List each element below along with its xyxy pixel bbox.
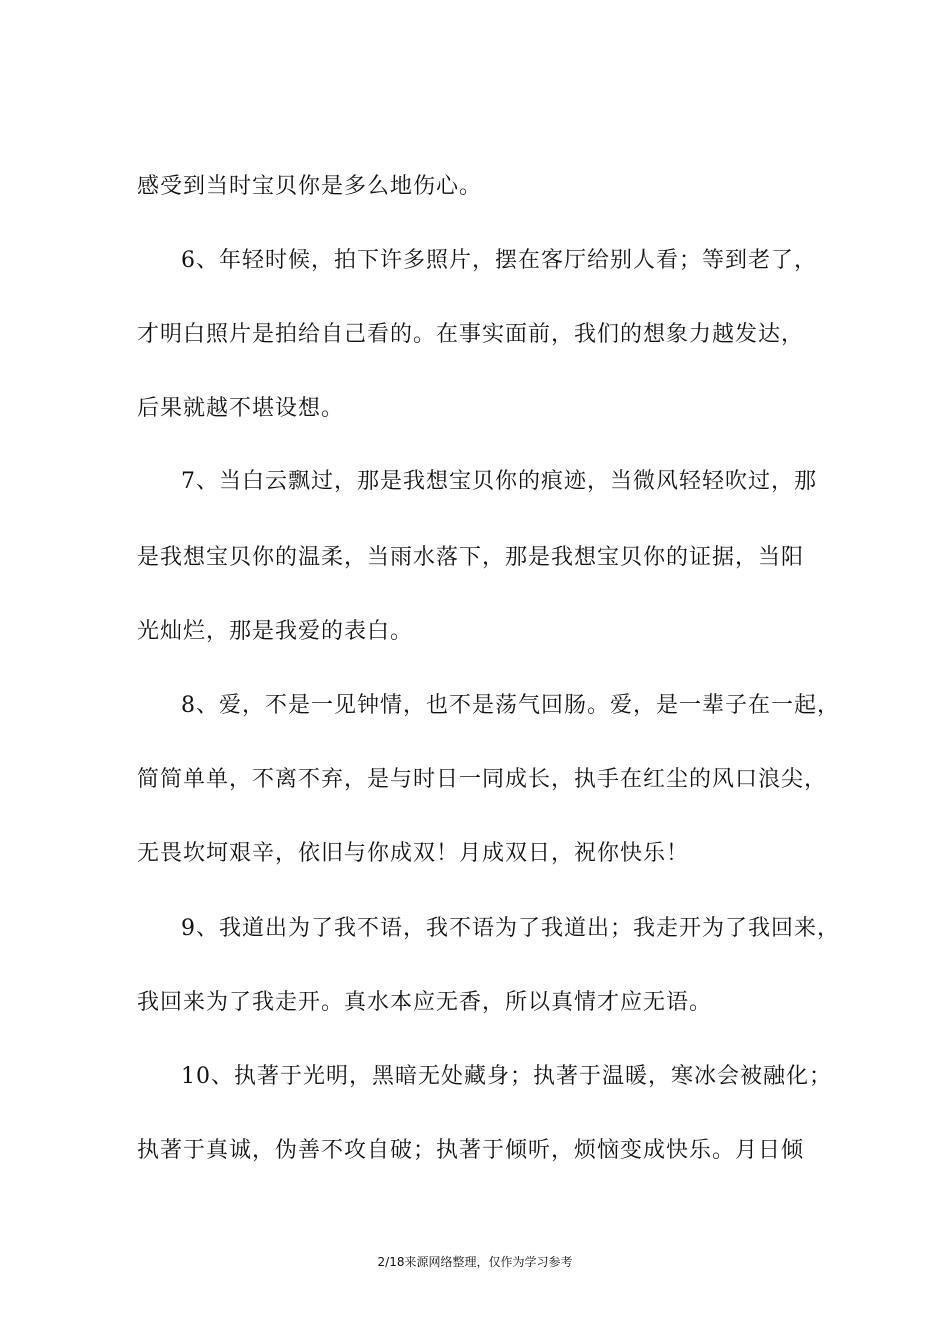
paragraph-9-line-1: 9、我道出为了我不语，我不语为了我道出；我走开为了我回来， xyxy=(181,916,840,941)
paragraph-7-line-1: 7、当白云飘过，那是我想宝贝你的痕迹，当微风轻轻吹过，那 xyxy=(181,469,817,494)
page-footer: 2/18来源网络整理，仅作为学习参考 xyxy=(377,1255,573,1269)
paragraph-7-line-3: 光灿烂，那是我爱的表白。 xyxy=(137,619,414,644)
paragraph-6-line-3: 后果就越不堪设想。 xyxy=(137,396,345,421)
paragraph-6-line-2: 才明白照片是拍给自己看的。在事实面前，我们的想象力越发达， xyxy=(137,322,805,347)
paragraph-8-line-1: 8、爱，不是一见钟情，也不是荡气回肠。爱，是一辈子在一起， xyxy=(181,693,840,718)
paragraph-9-line-2: 我回来为了我走开。真水本应无香，所以真情才应无语。 xyxy=(137,990,713,1015)
paragraph-10-line-1: 10、执著于光明，黑暗无处藏身；执著于温暖，寒冰会被融化； xyxy=(181,1064,832,1089)
body-text-line: 感受到当时宝贝你是多么地伤心。 xyxy=(137,174,483,199)
paragraph-7-line-2: 是我想宝贝你的温柔，当雨水落下，那是我想宝贝你的证据，当阳 xyxy=(137,545,805,570)
paragraph-8-line-3: 无畏坎坷艰辛，依旧与你成双！月成双日，祝你快乐！ xyxy=(137,841,690,866)
paragraph-8-line-2: 简简单单，不离不弃，是与时日一同成长，执手在红尘的风口浪尖， xyxy=(137,767,828,792)
paragraph-10-line-2: 执著于真诚，伪善不攻自破；执著于倾听，烦恼变成快乐。月日倾 xyxy=(137,1138,805,1163)
paragraph-6-line-1: 6、年轻时候，拍下许多照片，摆在客厅给别人看；等到老了， xyxy=(181,248,817,273)
